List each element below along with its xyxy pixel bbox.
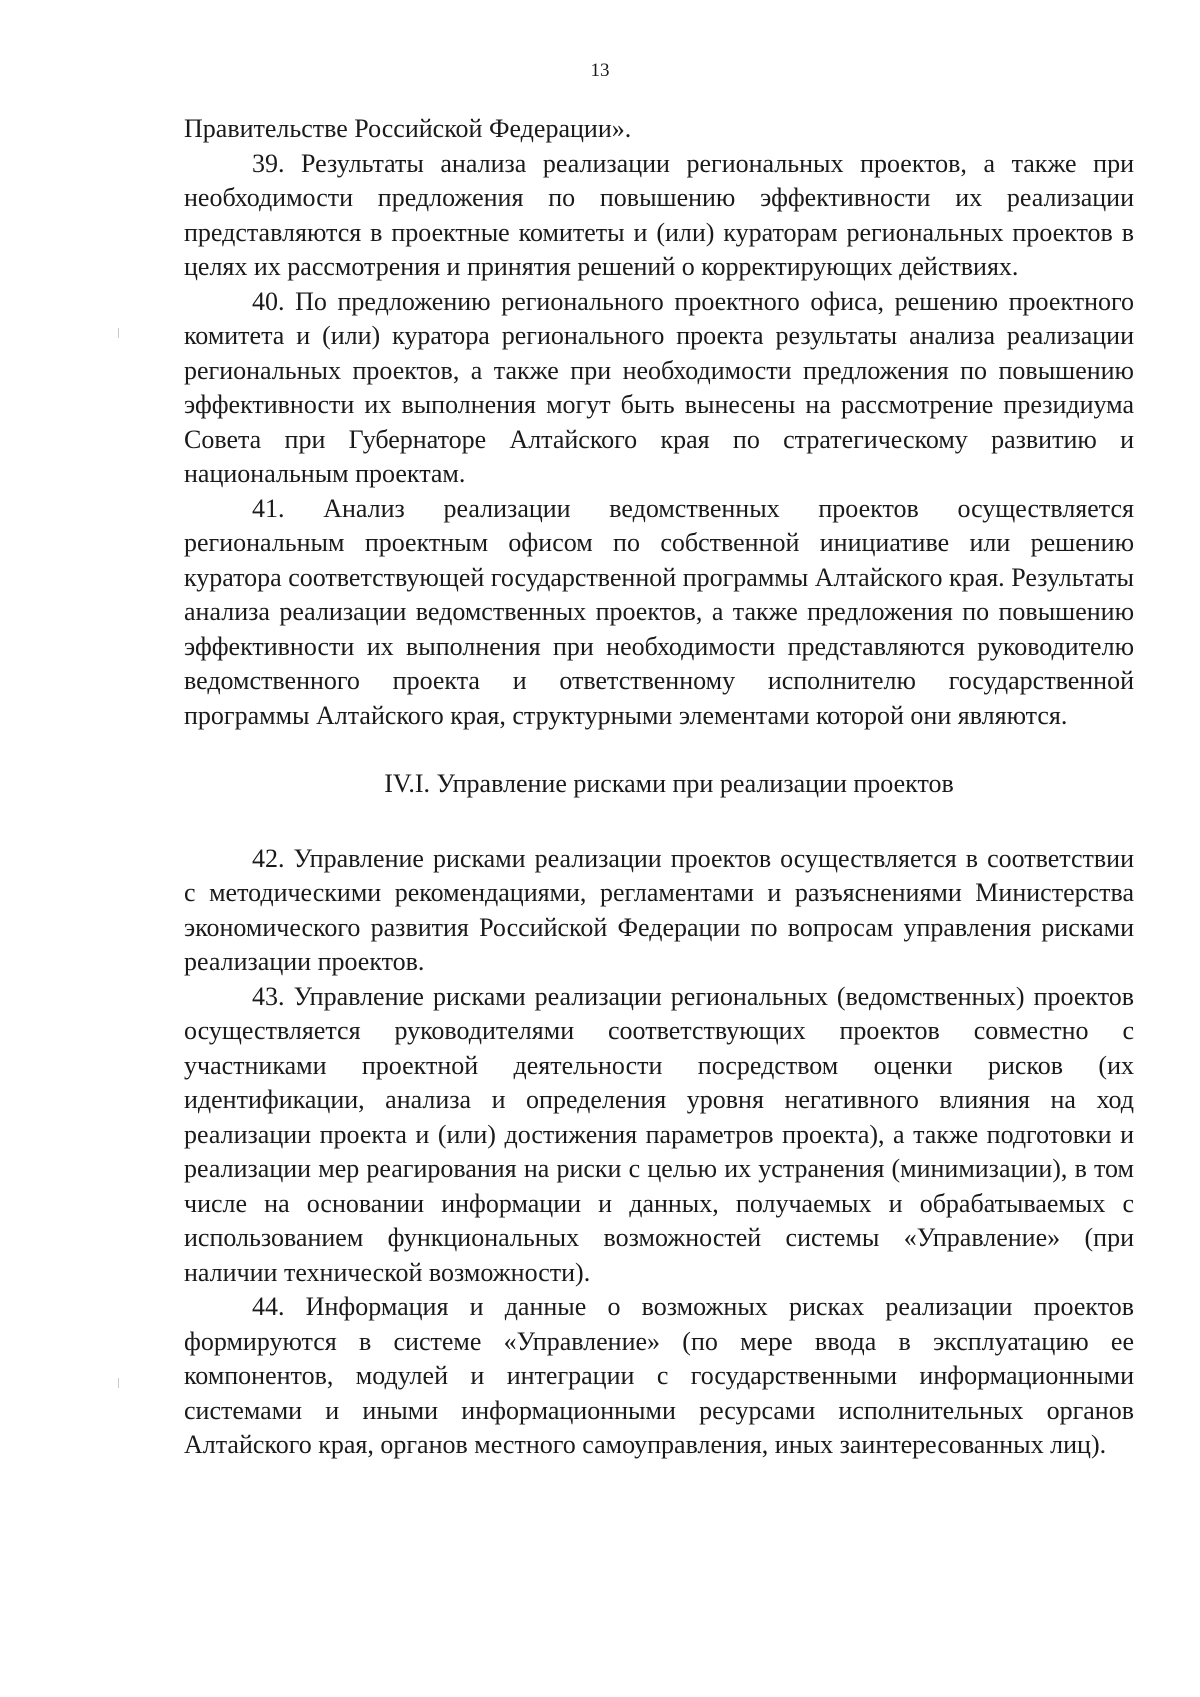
document-body [184, 112, 1134, 1463]
paragraphs-before-heading [184, 112, 1134, 733]
paragraph: 41. Анализ реализации ведомственных проектов осуществляется региональным проектным офисом по собственной инициативе или решению куратора соответствующей государственной программы Алтайского края. Результаты анализа реализации ведомственных проектов, а также предложения по повышению эффективности их выполнения при необходимости представляются руководителю ведомственного проекта и ответственному исполнителю государственной программы Алтайского края, структурными элементами которой они являются. [184, 493, 1134, 730]
margin-mark [118, 1378, 119, 1388]
margin-mark [118, 328, 119, 338]
paragraph: 42. Управление рисками реализации проектов осуществляется в соответствии с методическими рекомендациями, регламентами и разъяснениями Министерства экономического развития Российской Федерации по вопросам управления рисками реализации проектов. [184, 843, 1134, 976]
paragraph: 44. Информация и данные о возможных рисках реализации проектов формируются в системе «Управление» (по мере ввода в эксплуатацию ее компонентов, модулей и интеграции с государственными информационными системами и иными информационными ресурсами исполнительных органов Алтайского края, органов местного самоуправления, иных заинтересованных лиц). [184, 1292, 1134, 1459]
paragraph: Правительстве Российской Федерации». [184, 114, 632, 143]
page-number: 13 [590, 60, 610, 81]
section-heading: IV.I. Управление рисками при реализации проектов [384, 769, 954, 798]
paragraph: 40. По предложению регионального проектного офиса, решению проектного комитета и (или) куратора регионального проекта результаты анализа реализации региональных проектов, а также при необходимости предложения по повышению эффективности их выполнения могут быть вынесены на рассмотрение президиума Совета при Губернаторе Алтайского края по стратегическому развитию и национальным проектам. [184, 286, 1134, 488]
paragraphs-after-heading [184, 842, 1134, 1463]
paragraph: 43. Управление рисками реализации региональных (ведомственных) проектов осуществляется руководителями соответствующих проектов совместно с участниками проектной деятельности посредством оценки рисков (их идентификации, анализа и определения уровня негативного влияния на ход реализации проекта и (или) достижения параметров проекта), а также подготовки и реализации мер реагирования на риски с целью их устранения (минимизации), в том числе на основании информации и данных, получаемых и обрабатываемых с использованием функциональных возможностей системы «Управление» (при наличии технической возможности). [184, 981, 1134, 1287]
paragraph: 39. Результаты анализа реализации региональных проектов, а также при необходимости предложения по повышению эффективности их реализации представляются в проектные комитеты и (или) кураторам региональных проектов в целях их рассмотрения и принятия решений о корректирующих действиях. [184, 148, 1134, 281]
